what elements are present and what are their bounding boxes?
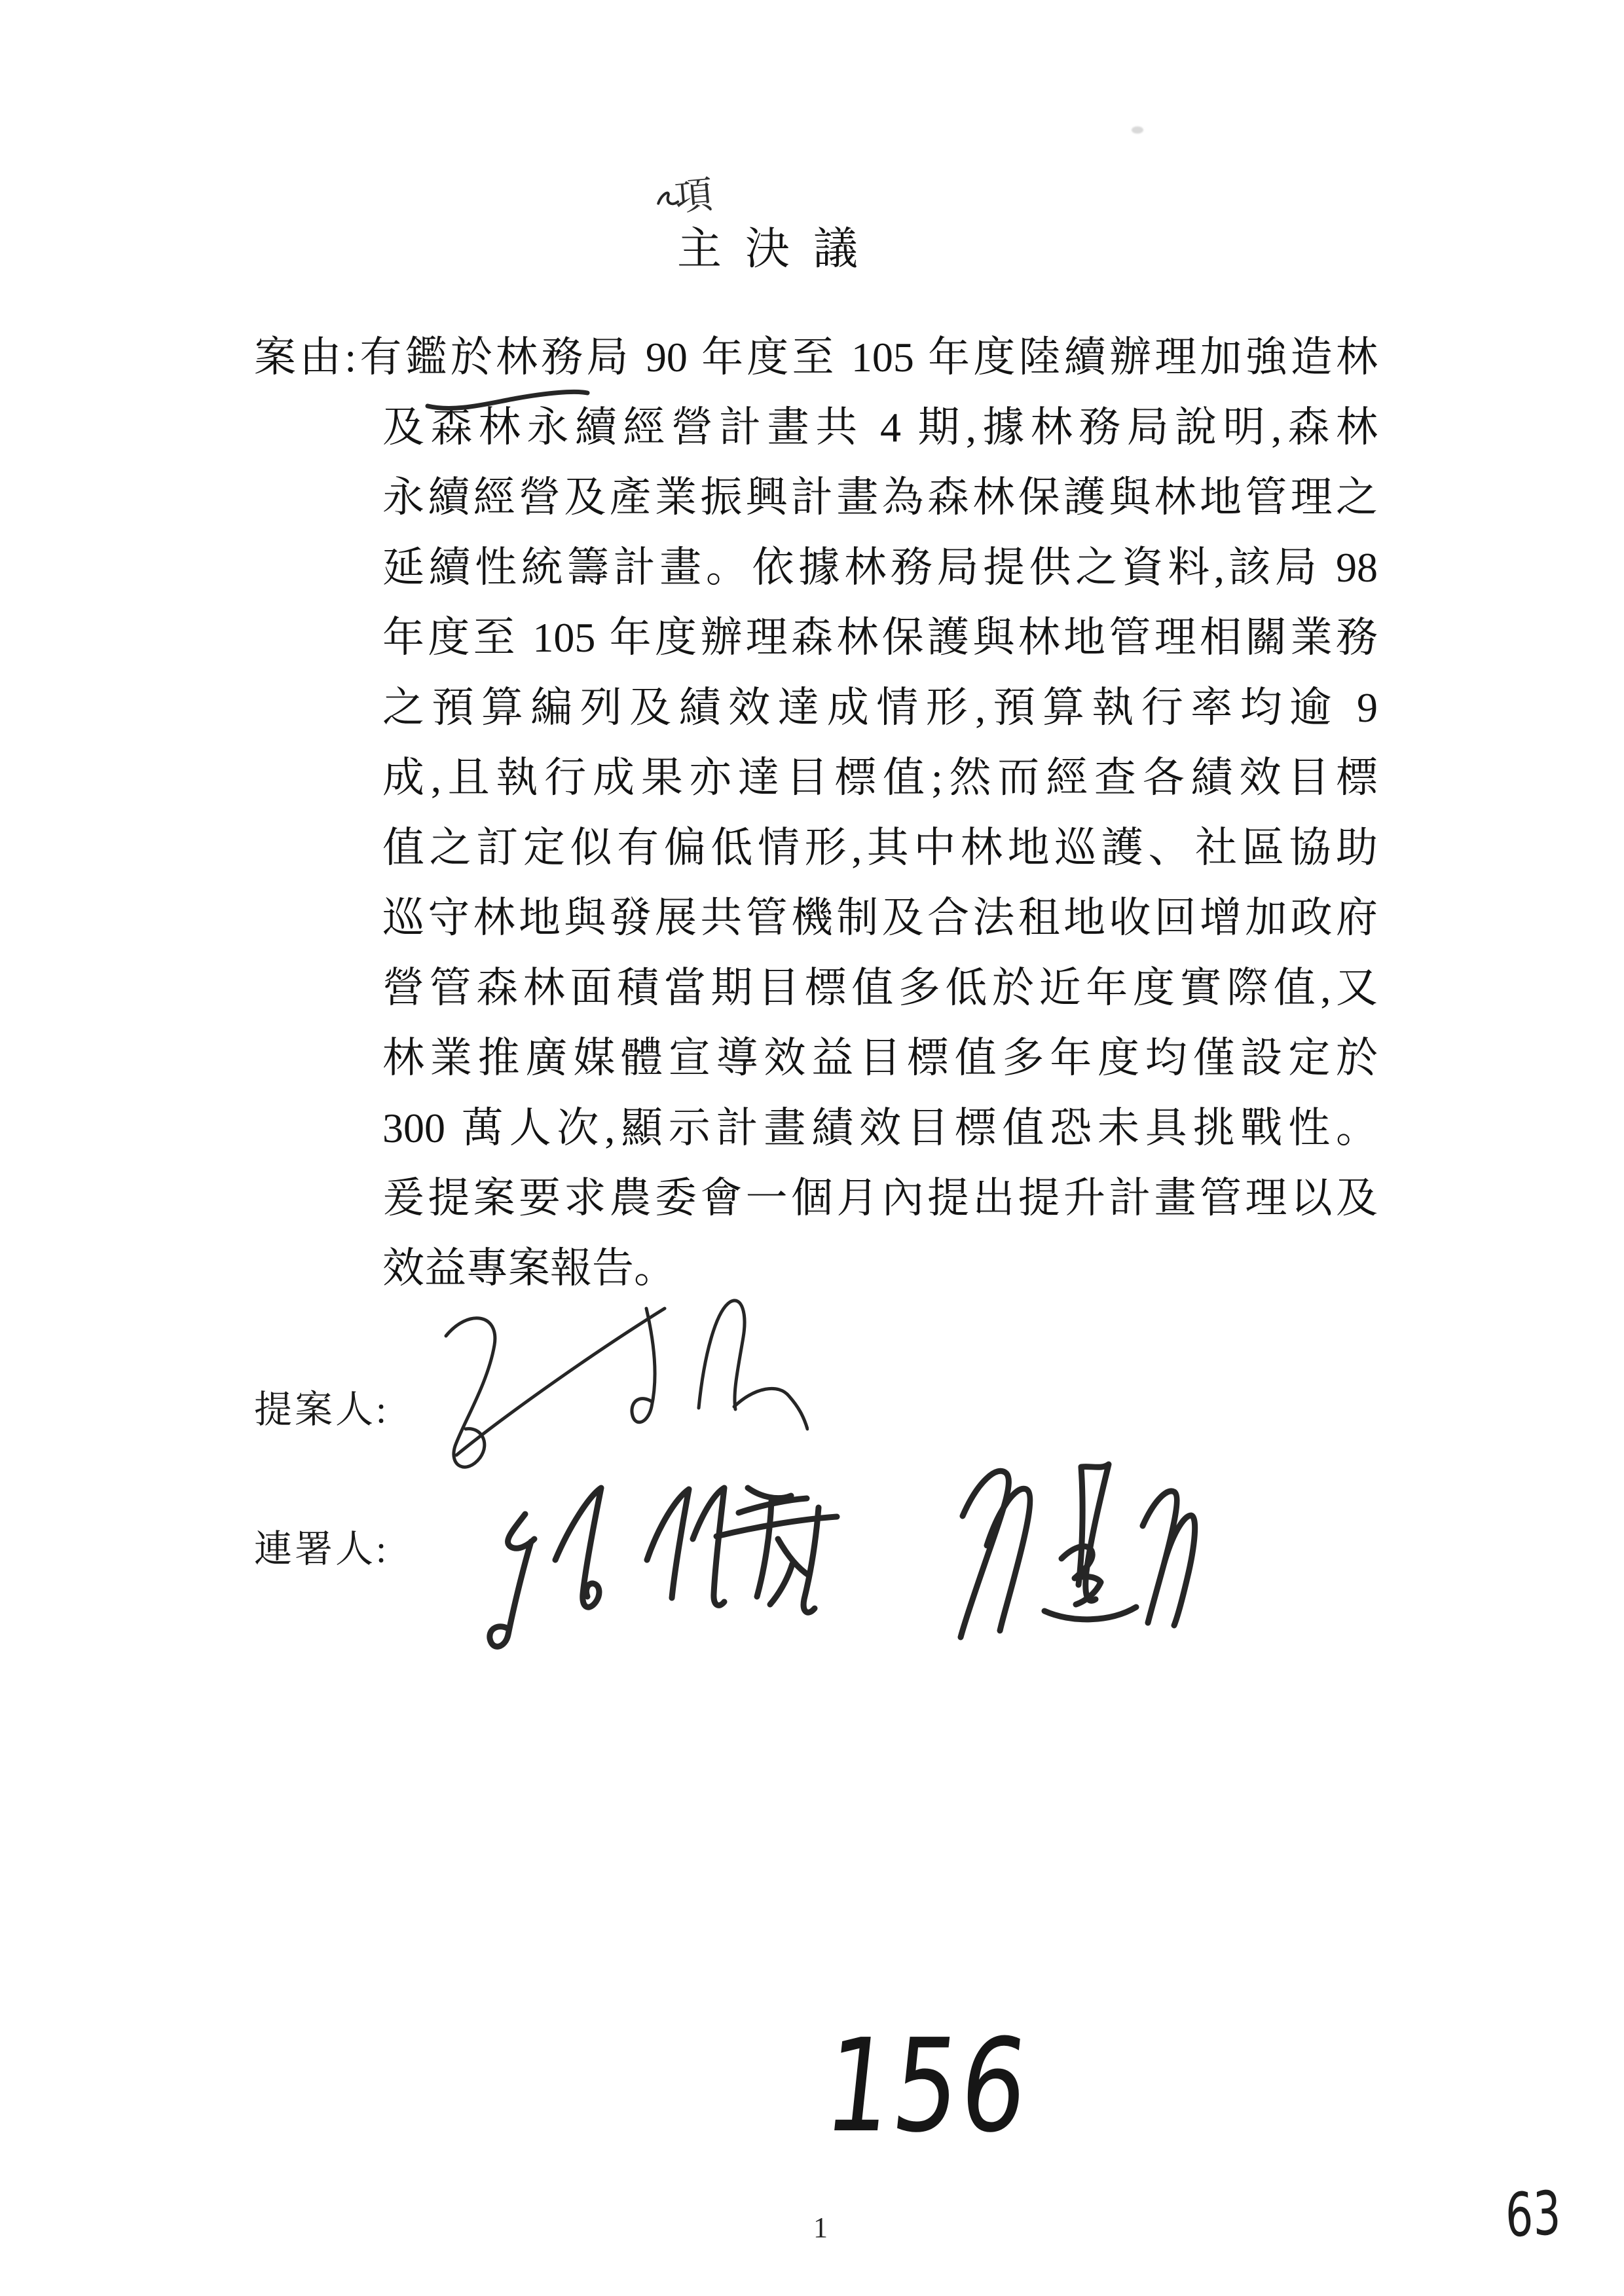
body-line: 之預算編列及績效達成情形,預算執行率均逾 9 (382, 684, 1378, 731)
body-line: 300 萬人次,顯示計畫績效目標值恐未具挑戰性。 (382, 1105, 1378, 1151)
cosigner-signature-1 (452, 1468, 858, 1652)
body-line: 及森林永續經營計畫共 4 期,據林務局說明,森林 (382, 404, 1378, 451)
corner-annotation: 63 (1504, 2177, 1562, 2251)
body-line: 永續經營及產業振興計畫為森林保護與林地管理之 (382, 474, 1378, 521)
cosigner-label: 連署人: (254, 1528, 390, 1570)
case-label: 案由: (254, 334, 357, 380)
page-number: 1 (813, 2212, 828, 2244)
proposer-label: 提案人: (254, 1388, 390, 1431)
body-line: 年度至 105 年度辦理森林保護與林地管理相關業務 (382, 614, 1378, 661)
document-title: 主決議 (677, 224, 882, 274)
body-line: 延續性統籌計畫。依據林務局提供之資料,該局 98 (382, 544, 1378, 591)
body-line-text: 有鑑於林務局 90 年度至 105 年度陸續辦理加強造林 (356, 334, 1378, 380)
annotation-text: 項 (673, 173, 715, 219)
body-line: 巡守林地與發展共管機制及合法租地收回增加政府 (382, 895, 1378, 941)
body-line: 林業推廣媒體宣導效益目標值多年度均僅設定於 (382, 1035, 1378, 1081)
body-line: 爰提案要求農委會一個月內提出提升計畫管理以及 (382, 1175, 1378, 1221)
insertion-mark-icon (652, 185, 682, 213)
body-line: 營管森林面積當期目標值多低於近年度實際值,又 (382, 965, 1378, 1011)
handwritten-underline (422, 382, 593, 414)
handwritten-case-number: 156 (818, 2012, 1037, 2161)
body-line (254, 322, 1378, 392)
body-line: 成,且執行成果亦達目標值;然而經查各績效目標 (382, 754, 1378, 801)
scan-speck (1132, 126, 1143, 134)
resolution-body (254, 322, 1378, 1303)
body-line: 效益專案報告。 (382, 1245, 676, 1291)
body-line: 值之訂定似有偏低情形,其中林地巡護、社區協助 (382, 824, 1378, 871)
cosigner-signature-2 (927, 1447, 1202, 1650)
